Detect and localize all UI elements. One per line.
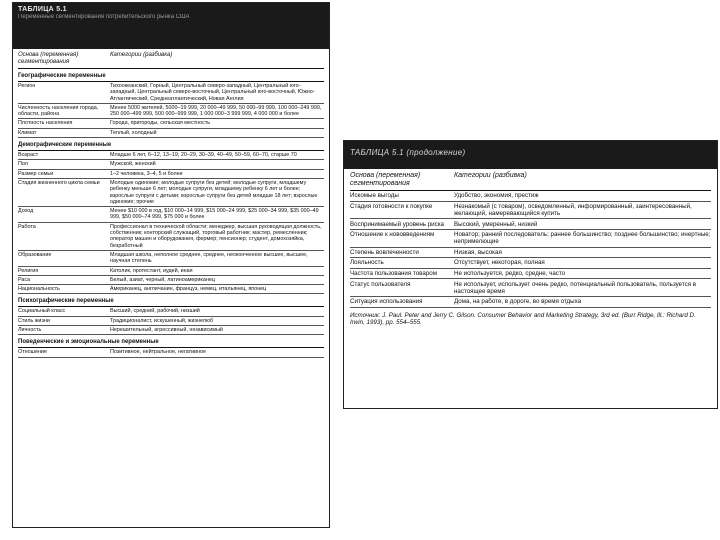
row-categories: Города, пригороды, сельская местность	[110, 120, 211, 127]
table-row	[18, 207, 324, 223]
table-row	[350, 248, 711, 259]
table-row	[18, 151, 324, 160]
row-categories: Не используется, редко, средне, часто	[454, 270, 566, 278]
column-header-row	[350, 169, 711, 191]
row-basis: Стиль жизни	[18, 317, 50, 324]
row-basis: Размер семьи	[18, 170, 54, 177]
left-page	[12, 2, 330, 528]
table-row	[18, 326, 324, 335]
table-row	[350, 202, 711, 220]
row-categories: Незнакомый (с товаром), осведомленный, информированный, заинтересованный, желающий, намеревающийся купить	[454, 202, 692, 217]
row-categories: Теплый, холодный	[110, 129, 157, 136]
row-basis: Национальность	[18, 286, 60, 293]
row-basis: Отношение	[18, 349, 47, 356]
table-continued-label: ТАБЛИЦА 5.1 (продолжение)	[350, 148, 466, 157]
table-row	[18, 129, 324, 138]
table-row	[18, 348, 324, 357]
row-categories: Дома, на работе, в дороге, во время отдыха	[454, 298, 582, 306]
row-categories: Профессионал в технической области; менеджер, высшая руководящая должность, собственник; конторский служащий, торговый работник; мастер, ремесленник; оператор машин и оборудования, фермер; пенсионер; студент, домохозяйка, безработный	[110, 223, 322, 249]
source-block	[344, 308, 717, 327]
table-row	[18, 267, 324, 276]
row-basis: Воспринимаемый уровень риска	[350, 220, 444, 228]
table-subtitle: Переменные сегментирования потребительского рынка США	[18, 14, 190, 20]
row-basis: Лояльность	[350, 259, 384, 267]
table-row	[18, 104, 324, 120]
row-basis: Регион	[18, 83, 36, 89]
row-categories: Менее $10 000 в год, $10 000–14 999, $15 000–24 999, $25 000–34 999, $35 000–49 999, $50 000–74 999, $75 000 и более	[110, 208, 319, 221]
table-row	[18, 170, 324, 179]
left-table-header	[13, 3, 329, 49]
row-categories: Удобство, экономия, престиж	[454, 192, 539, 200]
row-basis: Ситуация использования	[350, 298, 423, 306]
table-row	[350, 191, 711, 202]
row-categories: Новатор; ранний последователь; раннее большинство; позднее большинство; инертные; непримелющие	[454, 231, 711, 246]
section-title: Поведенческие и эмоциональные переменные	[18, 335, 324, 348]
row-categories: Младше 6 лет, 6–12, 13–19, 20–29, 30–39, 40–49, 50–59, 60–70, старше 70	[110, 152, 297, 159]
row-categories: Младшая школа, неполное среднее, среднее, неоконченное высшее, высшее, научная степень	[110, 251, 308, 265]
table-row	[350, 230, 711, 248]
table-row	[18, 82, 324, 104]
row-basis: Степень вовлеченности	[350, 248, 419, 256]
row-categories: Молодые одинокие; молодые супруги без детей; молодые супруги, младшему ребенку меньше 6 лет; молодые супруги, младшему ребенку 6 лет и более; взрослые супруги с детьми; взрослые супруги без детей младше 18 лет; взрослые одинокие; прочие	[110, 179, 318, 205]
row-basis: Образование	[18, 251, 52, 258]
row-basis: Статус пользователя	[350, 280, 411, 288]
column-header-categories: Категории (разбивка)	[454, 172, 527, 179]
table-row	[350, 258, 711, 269]
row-basis: Личность	[18, 327, 42, 334]
row-basis: Стадия готовности к покупке	[350, 202, 433, 210]
row-categories: Не использует, использует очень редко, потенциальный пользователь, пользуется в настоящее время	[454, 280, 697, 295]
table-row	[18, 160, 324, 169]
row-basis: Социальный класс	[18, 308, 66, 315]
table-label: ТАБЛИЦА 5.1	[18, 6, 67, 13]
table-row	[18, 307, 324, 316]
left-table-body	[13, 49, 329, 358]
table-row	[18, 276, 324, 285]
table-row	[18, 223, 324, 251]
table-row	[350, 269, 711, 280]
table-row	[18, 119, 324, 128]
row-categories: Мужской, женский	[110, 161, 156, 168]
column-header-row	[18, 49, 324, 69]
source-note: Источник: J. Paul. Peter and Jerry C. Gilson. Consumer Behavior and Marketing Strategy, 3rd ed. (Burr Ridge, Ill.: Richard D. Irwin, 1993), pp. 554–555.	[350, 311, 696, 327]
table-row	[18, 317, 324, 326]
row-basis: Частота пользования товаром	[350, 270, 437, 278]
table-row	[18, 179, 324, 207]
row-categories: Позитивное, нейтральное, негативное	[110, 349, 206, 356]
right-table-body	[344, 169, 717, 308]
right-page	[343, 140, 718, 409]
column-header-categories: Категории (разбивка)	[110, 52, 173, 58]
table-row	[18, 285, 324, 294]
row-basis: Стадия жизненного цикла семьи	[18, 179, 100, 186]
row-categories: Низкая, высокая	[454, 248, 502, 256]
row-categories: Американец, англичанин, француз, немец, итальянец, японец	[110, 286, 267, 293]
section-title: Географические переменные	[18, 69, 324, 82]
row-categories: Католик, протестант, иудей, иная	[110, 267, 193, 274]
row-categories: Высокий, умеренный, низкий	[454, 220, 538, 228]
row-basis: Раса	[18, 276, 31, 283]
right-table-header	[344, 141, 717, 169]
row-categories: Отсутствует, некоторая, полная	[454, 259, 545, 267]
row-basis: Численность населения города, области, района	[18, 104, 99, 118]
row-basis: Доход	[18, 208, 34, 215]
table-row	[350, 279, 711, 297]
row-basis: Климат	[18, 129, 37, 136]
row-categories: Нерешительный, агрессивный, независимый	[110, 327, 223, 334]
row-categories: Высший, средний, рабочий, низший	[110, 308, 200, 315]
row-categories: Белый, азиат, черный, латиноамериканец	[110, 276, 215, 283]
section-title: Демографические переменные	[18, 138, 324, 151]
row-categories: 1–2 человека, 3–4, 5 и более	[110, 170, 183, 177]
row-basis: Пол	[18, 161, 28, 168]
row-basis: Религия	[18, 267, 39, 274]
table-row	[350, 219, 711, 230]
row-basis: Возраст	[18, 152, 39, 159]
row-basis: Работа	[18, 223, 36, 230]
section-title: Психографические переменные	[18, 294, 324, 307]
row-basis: Плотность населения	[18, 120, 73, 127]
row-categories: Менее 5000 жителей, 5000–19 999, 20 000–49 999, 50 000–99 999, 100 000–249 999, 250 000–499 999, 500 000–999 999, 1 000 000–3 999 999, 4 000 000 и более	[110, 104, 322, 118]
column-header-basis: Основа (переменная) сегментирования	[350, 172, 421, 187]
table-row	[350, 297, 711, 308]
column-header-basis: Основа (переменная) сегментирования	[18, 52, 79, 65]
table-row	[18, 251, 324, 267]
row-categories: Традиционалист, искушенный, жизнелюб	[110, 317, 214, 324]
row-basis: Искомые выгоды	[350, 192, 399, 200]
row-basis: Отношение к нововведениям	[350, 231, 435, 239]
row-categories: Тихоокеанский, Горный, Центральный северо-западный, Центральный юго-западный, Центральный северо-восточный, Центральный юго-восточный, Южно-Атлантический, Среднеатлантический, Новая Англия	[110, 83, 315, 102]
